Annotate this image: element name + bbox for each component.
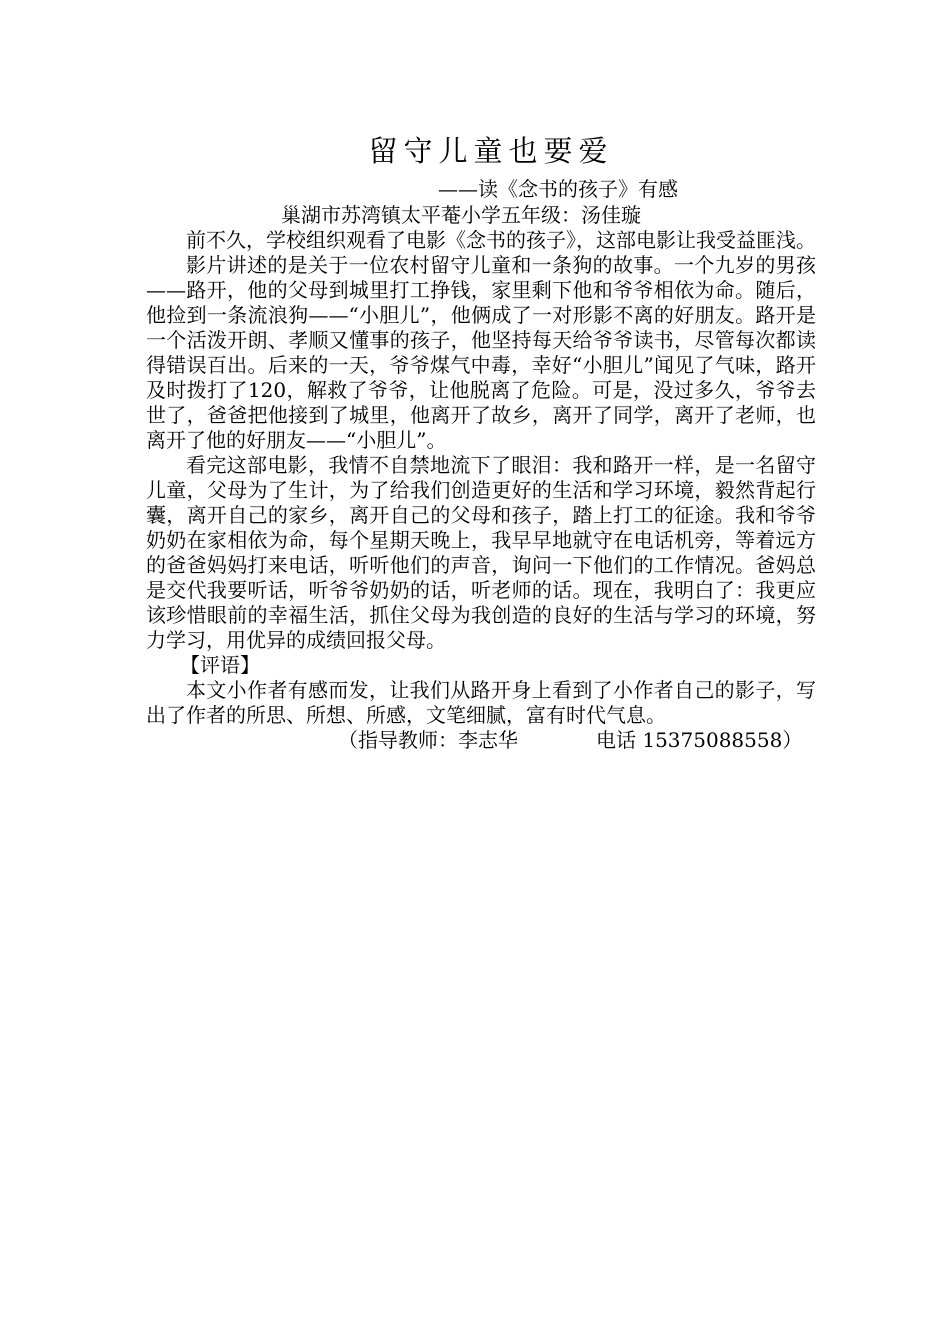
essay-subtitle: ——读《念书的孩子》有感 — [438, 177, 678, 201]
teacher-name: （指导教师：李志华 — [338, 728, 518, 752]
essay-title: 留守儿童也要爱 — [368, 134, 614, 168]
comment-label: 【评语】 — [180, 653, 260, 677]
paragraph-1: 前不久，学校组织观看了电影《念书的孩子》，这部电影让我受益匪浅。 — [186, 228, 816, 252]
comment-text: 本文小作者有感而发，让我们从路开身上看到了小作者自己的影子，写出了作者的所思、所想、所感，文笔细腻，富有时代气息。 — [146, 678, 816, 727]
teacher-phone: 电话 15375088558） — [596, 728, 803, 752]
paragraph-2: 影片讲述的是关于一位农村留守儿童和一条狗的故事。一个九岁的男孩——路开，他的父母到城里打工挣钱，家里剩下他和爷爷相依为命。随后，他捡到一条流浪狗——“小胆儿”，他俩成了一对形影不离的好朋友。路开是一个活泼开朗、孝顺又懂事的孩子，他坚持每天给爷爷读书，尽管每次都读得错误百出。后来的一天，爷爷煤气中毒，幸好“小胆儿”闻见了气味，路开及时拨打了120，解救了爷爷，让他脱离了危险。可是，没过多久，爷爷去世了，爸爸把他接到了城里，他离开了故乡，离开了同学，离开了老师，也离开了他的好朋友——“小胆儿”。 — [146, 253, 816, 452]
document-page — [146, 128, 816, 753]
paragraph-3: 看完这部电影，我情不自禁地流下了眼泪：我和路开一样，是一名留守儿童，父母为了生计，为了给我们创造更好的生活和学习环境，毅然背起行囊，离开自己的家乡，离开自己的父母和孩子，踏上打工的征途。我和爷爷奶奶在家相依为命，每个星期天晚上，我早早地就守在电话机旁，等着远方的爸爸妈妈打来电话，听听他们的声音，询问一下他们的工作情况。爸妈总是交代我要听话，听爷爷奶奶的话，听老师的话。现在，我明白了：我更应该珍惜眼前的幸福生活，抓住父母为我创造的良好的生活与学习的环境，努力学习，用优异的成绩回报父母。 — [146, 453, 816, 652]
author-line: 巢湖市苏湾镇太平菴小学五年级：汤佳璇 — [281, 203, 641, 227]
teacher-line — [146, 728, 816, 753]
